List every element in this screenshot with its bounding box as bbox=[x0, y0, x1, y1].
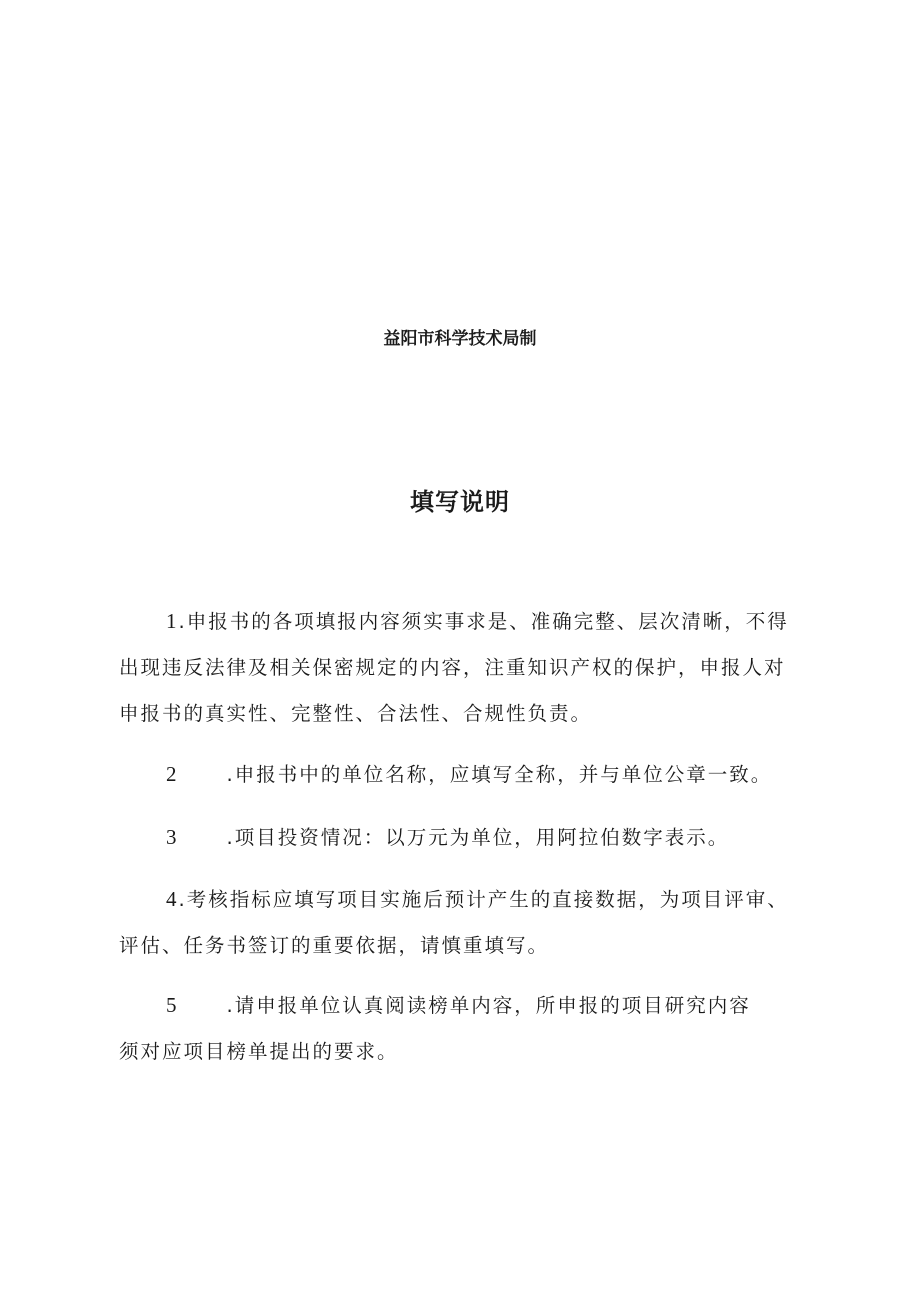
instruction-text: .考核指标应填写项目实施后预计产生的直接数据，为项目评审、 bbox=[178, 888, 789, 911]
instruction-line bbox=[119, 751, 849, 798]
instruction-number: 5 bbox=[166, 993, 179, 1017]
instruction-text: .项目投资情况：以万元为单位，用阿拉伯数字表示。 bbox=[226, 826, 730, 849]
section-title: 填写说明 bbox=[410, 488, 510, 516]
instruction-line bbox=[119, 982, 849, 1029]
instruction-item-4 bbox=[119, 876, 849, 969]
instruction-item-5 bbox=[119, 982, 849, 1075]
instruction-line: 出现违反法律及相关保密规定的内容，注重知识产权的保护，申报人对 bbox=[119, 656, 786, 679]
instruction-item-1 bbox=[119, 598, 849, 737]
instruction-item-3 bbox=[119, 814, 849, 861]
instruction-number: 4 bbox=[166, 887, 179, 911]
instruction-line bbox=[119, 876, 849, 923]
instruction-number: 1 bbox=[166, 609, 179, 633]
instruction-line bbox=[119, 598, 849, 645]
instruction-text: .请申报单位认真阅读榜单内容，所申报的项目研究内容 bbox=[226, 994, 751, 1017]
instruction-line: 须对应项目榜单提出的要求。 bbox=[119, 1040, 399, 1063]
instruction-number: 2 bbox=[166, 762, 179, 786]
instruction-line: 申报书的真实性、完整性、合法性、合规性负责。 bbox=[119, 702, 593, 725]
instruction-item-2 bbox=[119, 751, 849, 798]
instruction-number: 3 bbox=[166, 825, 179, 849]
instruction-text: .申报书中的单位名称，应填写全称，并与单位公章一致。 bbox=[226, 763, 773, 786]
instruction-line: 评估、任务书签订的重要依据，请慎重填写。 bbox=[119, 934, 550, 957]
instruction-line bbox=[119, 814, 849, 861]
instruction-text: .申报书的各项填报内容须实事求是、准确完整、层次清晰，不得 bbox=[178, 610, 789, 633]
issuer-label: 益阳市科学技术局制 bbox=[383, 329, 537, 349]
